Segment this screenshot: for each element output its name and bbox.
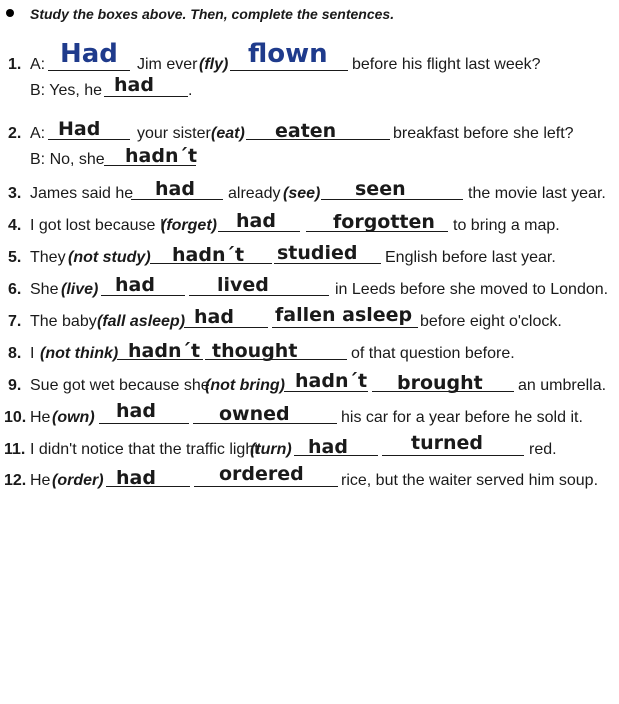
answer-1: had [116, 467, 156, 489]
item-number: 12. [4, 472, 27, 489]
answer-1: Had [60, 39, 118, 69]
sentence-text: I didn't notice that the traffic light [30, 441, 259, 458]
verb-cue: (fly) [199, 56, 229, 73]
sentence-text: She [30, 281, 59, 298]
answer-b: had [114, 74, 154, 96]
bullet-icon [6, 9, 14, 17]
answer-1: had [116, 400, 156, 422]
sentence-text: James said he [30, 185, 134, 202]
verb-cue: (fall asleep) [97, 313, 186, 330]
sentence-text: breakfast before she left? [393, 125, 574, 142]
verb-cue: (not study) [68, 249, 151, 266]
speaker-b: B: Yes, he [30, 82, 103, 99]
sentence-text: rice, but the waiter served him soup. [341, 472, 599, 489]
verb-cue: (forget) [161, 217, 217, 234]
answer-2: thought [212, 340, 298, 362]
answer-1: had [236, 210, 276, 232]
answer-2: flown [248, 39, 328, 69]
item-number: 2. [8, 125, 22, 142]
verb-cue: (live) [61, 281, 99, 298]
answer-1: hadn´t [295, 370, 368, 392]
verb-cue: (turn) [250, 441, 292, 458]
answer-1: hadn´t [128, 340, 201, 362]
sentence-text: The baby [30, 313, 97, 330]
answer-2: fallen asleep [275, 304, 413, 326]
item-number: 7. [8, 313, 22, 330]
item-number: 11. [4, 441, 26, 458]
sentence-text: to bring a map. [453, 217, 560, 234]
sentence-text: They [30, 249, 66, 266]
item-number: 1. [8, 56, 22, 73]
sentence-text: in Leeds before she moved to London. [335, 281, 609, 298]
sentence-text: before his flight last week? [352, 56, 541, 73]
speaker-a: A: [30, 125, 46, 142]
sentence-text: his car for a year before he sold it. [341, 409, 583, 426]
sentence-text: He [30, 472, 51, 489]
answer-1: Had [58, 118, 101, 140]
item-number: 5. [8, 249, 22, 266]
answer-2: brought [397, 372, 483, 394]
speaker-b: B: No, she [30, 151, 105, 168]
item-number: 10. [4, 409, 27, 426]
sentence-text: Sue got wet because she [30, 377, 210, 394]
verb-cue: (see) [283, 185, 321, 202]
sentence-text: of that question before. [351, 345, 515, 362]
sentence-text: I [30, 345, 35, 362]
verb-cue: (eat) [211, 125, 245, 142]
answer-2: ordered [219, 463, 304, 485]
sentence-text: English before last year. [385, 249, 556, 266]
sentence-text: your sister [137, 125, 211, 142]
item-number: 8. [8, 345, 22, 362]
verb-cue: (not bring) [205, 377, 285, 394]
verb-cue: (order) [52, 472, 104, 489]
sentence-text: an umbrella. [518, 377, 607, 394]
answer-2: eaten [275, 120, 337, 142]
answer-1: had [308, 436, 348, 458]
answer-2: owned [219, 403, 290, 425]
answer-2: turned [411, 432, 483, 454]
sentence-text: I got lost because I [30, 217, 165, 234]
answer-2: seen [355, 178, 406, 200]
item-number: 3. [8, 185, 22, 202]
speaker-a: A: [30, 56, 46, 73]
sentence-text: Jim ever [137, 56, 198, 73]
answer-1: had [194, 306, 234, 328]
sentence-text: the movie last year. [468, 185, 606, 202]
answer-1: had [155, 178, 195, 200]
answer-2: forgotten [333, 211, 435, 233]
sentence-text: He [30, 409, 51, 426]
sentence-text: red. [529, 441, 557, 458]
answer-1: hadn´t [172, 244, 245, 266]
verb-cue: (not think) [40, 345, 119, 362]
item-number: 9. [8, 377, 22, 394]
sentence-end: . [188, 82, 193, 99]
instruction-text: Study the boxes above. Then, complete the sentences. [30, 6, 395, 22]
sentence-text: already [228, 185, 281, 202]
item-number: 4. [8, 217, 22, 234]
answer-2: studied [277, 242, 358, 264]
instruction [6, 6, 394, 22]
answer-b: hadn´t [125, 145, 198, 167]
answer-1: had [115, 274, 155, 296]
item-number: 6. [8, 281, 22, 298]
answer-2: lived [217, 274, 269, 296]
verb-cue: (own) [52, 409, 95, 426]
sentence-text: before eight o'clock. [420, 313, 562, 330]
